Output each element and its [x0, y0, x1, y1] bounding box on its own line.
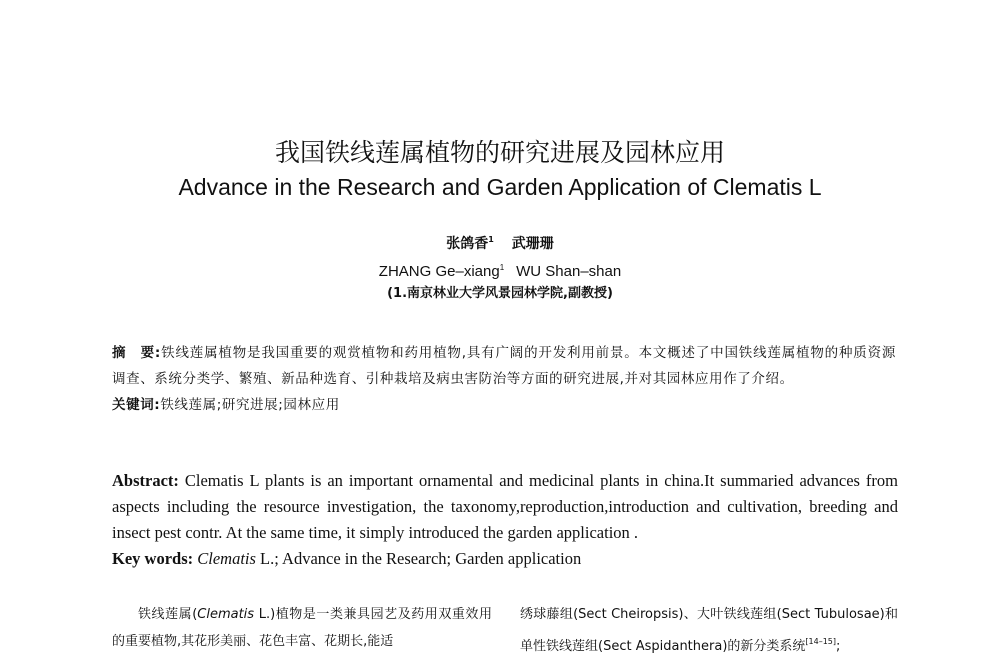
body-text-italic: Clematis — [197, 607, 255, 622]
citation-mark: [14–15] — [805, 637, 837, 646]
body-column-left — [112, 601, 492, 655]
keywords-cn-label: 关键词: — [112, 397, 161, 413]
abstract-cn-paragraph — [112, 340, 896, 392]
body-text: 铁线莲属( — [138, 607, 198, 622]
author-name: 张鸽香 — [446, 236, 489, 252]
abstract-en-text: Clematis L plants is an important ornamental and medicinal plants in china.It summaried advances from aspects including the resource investigation, the taxonomy,reproduction,introduction and cultivation, breeding and insect pest contr. At the same time, it simply introduced the garden application . — [112, 471, 898, 542]
author-list-cn — [0, 230, 1000, 254]
author-affiliation-mark: 1 — [488, 235, 494, 244]
author-name: ZHANG Ge–xiang — [378, 263, 500, 280]
keywords-cn-text: 铁线莲属;研究进展;园林应用 — [160, 397, 340, 413]
abstract-en-paragraph — [112, 468, 898, 546]
body-paragraph — [520, 601, 898, 660]
body-text: 绣球藤组(Sect Cheiropsis)、大叶铁线莲组(Sect Tubulosae)和单性铁线莲组(Sect Aspidanthera)的新分类系统 — [520, 607, 898, 654]
keywords-en-italic: Clematis — [197, 549, 256, 568]
paper-title-cn: 我国铁线莲属植物的研究进展及园林应用 — [274, 138, 725, 167]
keywords-cn-paragraph — [112, 392, 896, 418]
abstract-cn — [112, 340, 896, 418]
author-affiliation-mark: 1 — [499, 263, 505, 272]
body-paragraph — [112, 601, 492, 655]
body-text: ; — [836, 639, 841, 654]
body-column-right — [520, 601, 898, 660]
abstract-en — [112, 468, 898, 572]
abstract-cn-text: 铁线莲属植物是我国重要的观赏植物和药用植物,具有广阔的开发利用前景。本文概述了中国铁线莲属植物的种质资源调查、系统分类学、繁殖、新品种选育、引种栽培及病虫害防治等方面的研究进展,并对其园林应用作了介绍。 — [112, 345, 896, 387]
author-name: WU Shan–shan — [516, 263, 622, 280]
paper-title-en: Advance in the Research and Garden Application of Clematis L — [178, 174, 822, 200]
abstract-cn-label: 摘 要: — [112, 345, 161, 361]
keywords-en-label: Key words: — [112, 549, 194, 568]
body-text: L.)植物是一类兼具园艺及药用双重效用的重要植物,其花形美丽、花色丰富、花期长,能适 — [112, 607, 492, 649]
keywords-en-paragraph — [112, 546, 898, 572]
abstract-en-label: Abstract: — [112, 471, 179, 490]
keywords-en-text: L.; Advance in the Research; Garden application — [255, 549, 582, 568]
author-list-en — [0, 258, 1000, 282]
author-name: 武珊珊 — [511, 236, 554, 252]
author-affiliation: (1.南京林业大学风景园林学院,副教授) — [387, 286, 613, 301]
